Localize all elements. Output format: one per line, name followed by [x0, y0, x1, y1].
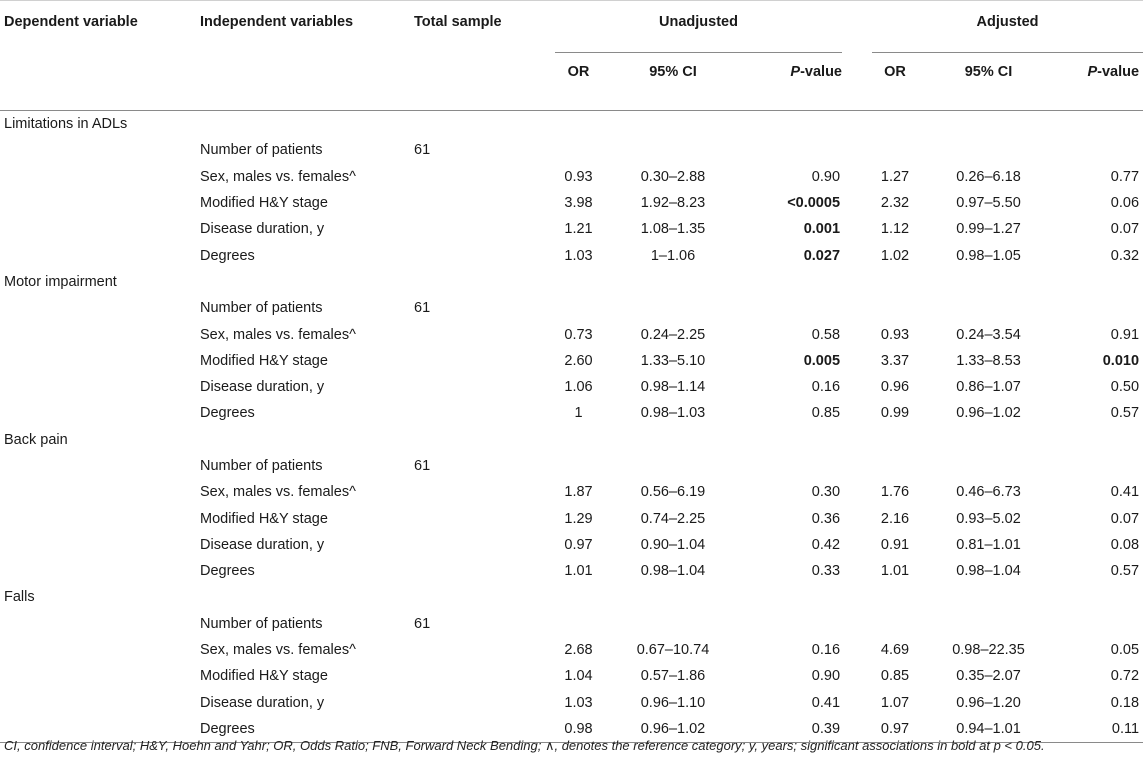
table-row	[0, 242, 1143, 268]
number-of-patients-label: Number of patients	[200, 142, 323, 159]
table-row	[0, 532, 1143, 558]
unadjusted-or: 1.04	[564, 668, 593, 685]
header-adjusted-ci: 95% CI	[964, 64, 1013, 80]
adjusted-ci: 0.98–22.35	[952, 642, 1025, 659]
empty-cell	[412, 505, 555, 531]
adjusted-or: 1.02	[880, 247, 910, 264]
number-of-patients-label: Number of patients	[200, 300, 323, 317]
unadjusted-underline	[555, 52, 842, 53]
header-dependent-variable: Dependent variable	[4, 14, 138, 30]
empty-cell	[872, 269, 918, 295]
unadjusted-ci: 0.24–2.25	[640, 326, 706, 343]
table-row	[0, 479, 1143, 505]
unadjusted-pvalue: 0.90	[811, 668, 841, 685]
adjusted-ci: 0.96–1.20	[956, 694, 1021, 711]
empty-cell	[602, 269, 744, 295]
header-adjusted-pvalue	[1059, 53, 1143, 111]
independent-variable: Sex, males vs. females^	[200, 642, 356, 659]
adjusted-pvalue: 0.010	[1102, 352, 1140, 369]
empty-cell	[744, 269, 842, 295]
unadjusted-or: 1.01	[564, 563, 593, 580]
empty-cell	[918, 584, 1059, 610]
empty-cell	[0, 295, 197, 321]
unadjusted-pvalue: 0.90	[811, 168, 841, 185]
empty-cell	[872, 111, 918, 138]
unadjusted-or: 1.87	[564, 484, 593, 501]
empty-cell	[1059, 137, 1143, 163]
empty-cell	[555, 611, 602, 637]
empty-cell	[555, 295, 602, 321]
independent-variable: Sex, males vs. females^	[200, 168, 356, 185]
empty-cell	[602, 111, 744, 138]
empty-cell	[872, 427, 918, 453]
independent-variable: Degrees	[197, 716, 412, 743]
empty-cell	[842, 532, 872, 558]
empty-cell	[555, 269, 602, 295]
unadjusted-ci: 0.74–2.25	[640, 510, 706, 527]
adjusted-pvalue: 0.41	[1110, 484, 1140, 501]
independent-variable: Disease duration, y	[200, 221, 325, 238]
empty-cell	[744, 137, 842, 163]
table-row	[0, 663, 1143, 689]
table-row	[0, 637, 1143, 663]
dependent-variable-label: Limitations in ADLs	[4, 116, 128, 133]
adjusted-ci: 0.46–6.73	[956, 484, 1021, 501]
empty-cell	[842, 111, 872, 138]
adjusted-pvalue: 0.57	[1110, 563, 1140, 580]
empty-cell	[842, 505, 872, 531]
empty-cell	[842, 242, 872, 268]
empty-cell	[0, 453, 197, 479]
empty-cell	[842, 663, 872, 689]
adjusted-or: 1.12	[880, 221, 910, 238]
independent-variable: Sex, males vs. females^	[200, 326, 356, 343]
dependent-variable-label: Falls	[4, 589, 35, 606]
unadjusted-pvalue: 0.16	[811, 642, 841, 659]
empty-cell	[0, 321, 197, 347]
empty-cell	[602, 295, 744, 321]
empty-cell	[842, 690, 872, 716]
adjusted-or: 0.93	[880, 326, 910, 343]
empty-cell	[744, 584, 842, 610]
empty-cell	[918, 453, 1059, 479]
independent-variable: Disease duration, y	[200, 694, 325, 711]
independent-variable: Modified H&Y stage	[200, 352, 328, 369]
unadjusted-or: 0.73	[564, 326, 593, 343]
adjusted-pvalue: 0.18	[1110, 694, 1140, 711]
empty-cell	[918, 295, 1059, 321]
unadjusted-or: 1.06	[564, 379, 593, 396]
empty-cell	[842, 137, 872, 163]
empty-cell	[872, 295, 918, 321]
unadjusted-pvalue: 0.33	[811, 563, 841, 580]
unadjusted-or: 1.29	[564, 510, 593, 527]
empty-cell	[744, 453, 842, 479]
empty-cell	[842, 374, 872, 400]
number-of-patients-row	[0, 611, 1143, 637]
empty-cell	[602, 611, 744, 637]
adjusted-or: 0.91	[880, 536, 910, 553]
empty-cell	[412, 348, 555, 374]
table-row	[0, 164, 1143, 190]
table-row	[0, 190, 1143, 216]
empty-cell	[412, 321, 555, 347]
adjusted-pvalue: 0.50	[1110, 379, 1140, 396]
header-unadjusted-or: OR	[567, 64, 590, 80]
header-adjusted-or: OR	[884, 64, 906, 80]
empty-cell	[872, 611, 918, 637]
empty-cell	[0, 479, 197, 505]
number-of-patients-label: Number of patients	[200, 458, 323, 474]
adjusted-pvalue: 0.06	[1110, 195, 1140, 212]
unadjusted-pvalue: 0.001	[803, 221, 841, 238]
header-adjusted-label: Adjusted	[976, 14, 1039, 30]
empty-cell	[412, 216, 555, 242]
empty-cell	[412, 479, 555, 505]
empty-cell	[1059, 427, 1143, 453]
adjusted-pvalue: 0.57	[1110, 405, 1140, 422]
empty-cell	[412, 663, 555, 689]
unadjusted-ci: 0.96–1.10	[640, 694, 706, 711]
empty-cell	[1059, 111, 1143, 138]
unadjusted-pvalue: 0.36	[811, 510, 841, 527]
adjusted-or: 1.76	[880, 484, 910, 501]
independent-variable: Modified H&Y stage	[200, 668, 328, 685]
adjusted-pvalue: 0.91	[1110, 326, 1140, 343]
empty-cell	[842, 637, 872, 663]
empty-cell	[842, 584, 872, 610]
empty-cell	[0, 242, 197, 268]
empty-cell	[412, 242, 555, 268]
adjusted-ci: 0.97–5.50	[956, 195, 1021, 212]
empty-cell	[842, 269, 872, 295]
table-row	[0, 505, 1143, 531]
table-row	[0, 348, 1143, 374]
empty-cell	[0, 137, 197, 163]
unadjusted-ci: 0.57–1.86	[640, 668, 706, 685]
independent-variable: Sex, males vs. females^	[200, 484, 356, 501]
adjusted-ci: 1.33–8.53	[956, 352, 1021, 369]
adjusted-pvalue: 0.11	[1059, 716, 1143, 743]
unadjusted-pvalue: 0.85	[811, 405, 841, 422]
adjusted-pvalue: 0.77	[1110, 168, 1140, 185]
empty-cell	[842, 611, 872, 637]
unadjusted-pvalue: 0.58	[811, 326, 841, 343]
unadjusted-pvalue: 0.16	[811, 379, 841, 396]
empty-cell	[918, 611, 1059, 637]
unadjusted-ci: 0.30–2.88	[640, 168, 706, 185]
p-rest: -value	[1097, 64, 1140, 80]
group-row	[0, 269, 1143, 295]
header-adjusted	[872, 1, 1143, 54]
adjusted-ci: 0.24–3.54	[956, 326, 1021, 343]
empty-cell	[0, 374, 197, 400]
adjusted-underline	[872, 52, 1143, 53]
empty-cell	[602, 453, 744, 479]
number-of-patients-label: Number of patients	[200, 615, 323, 632]
empty-cell	[0, 505, 197, 531]
empty-cell	[842, 216, 872, 242]
unadjusted-pvalue: 0.39	[744, 716, 842, 743]
empty-cell	[0, 637, 197, 663]
adjusted-or: 0.85	[880, 668, 910, 685]
empty-cell	[842, 400, 872, 426]
number-of-patients-row	[0, 295, 1143, 321]
empty-cell	[918, 427, 1059, 453]
unadjusted-ci: 1–1.06	[650, 247, 696, 264]
unadjusted-pvalue: 0.42	[811, 536, 841, 553]
empty-cell	[0, 348, 197, 374]
header-independent-variables: Independent variables	[200, 14, 354, 30]
group-row	[0, 584, 1143, 610]
total-sample-value: 61	[414, 300, 431, 317]
unadjusted-or: 0.98	[555, 716, 602, 743]
unadjusted-ci: 0.98–1.03	[640, 405, 706, 422]
independent-variable: Modified H&Y stage	[200, 510, 328, 527]
empty-cell	[0, 532, 197, 558]
unadjusted-or: 2.60	[564, 352, 593, 369]
empty-cell	[555, 137, 602, 163]
empty-cell	[1059, 295, 1143, 321]
adjusted-or: 0.99	[880, 405, 910, 422]
adjusted-or: 0.97	[872, 716, 918, 743]
empty-cell	[555, 111, 602, 138]
unadjusted-pvalue: 0.30	[811, 484, 841, 501]
empty-cell	[1059, 453, 1143, 479]
unadjusted-ci: 0.67–10.74	[636, 642, 710, 659]
empty-cell	[412, 269, 555, 295]
empty-cell	[412, 532, 555, 558]
unadjusted-ci: 0.98–1.14	[640, 379, 706, 396]
empty-cell	[412, 111, 555, 138]
header-unadjusted-pvalue	[744, 53, 842, 111]
adjusted-ci: 0.26–6.18	[956, 168, 1021, 185]
empty-cell	[1059, 611, 1143, 637]
header-spacer	[842, 1, 872, 54]
number-of-patients-row	[0, 137, 1143, 163]
total-sample-value: 61	[414, 615, 431, 632]
table-header	[0, 1, 1143, 111]
footnote: CI, confidence interval; H&Y, Hoehn and Yahr; OR, Odds Ratio; FNB, Forward Neck Bending; ∧, denotes the reference category; y, years; significant associations in bold at p < 0.05.	[4, 738, 1045, 753]
p-rest: -value	[800, 64, 843, 80]
table-row	[0, 321, 1143, 347]
dependent-variable-label: Motor impairment	[4, 273, 117, 290]
empty-cell	[842, 164, 872, 190]
adjusted-or: 1.07	[880, 694, 910, 711]
unadjusted-pvalue: 0.027	[803, 247, 841, 264]
empty-cell	[744, 111, 842, 138]
adjusted-pvalue: 0.07	[1110, 221, 1140, 238]
empty-cell	[1059, 584, 1143, 610]
adjusted-or: 2.16	[880, 510, 910, 527]
total-sample-value: 61	[414, 458, 431, 474]
adjusted-ci: 0.86–1.07	[956, 379, 1021, 396]
unadjusted-ci: 0.98–1.04	[640, 563, 706, 580]
empty-cell	[0, 216, 197, 242]
empty-cell	[412, 584, 555, 610]
unadjusted-or: 1	[574, 405, 583, 422]
empty-cell	[412, 374, 555, 400]
table-row	[0, 690, 1143, 716]
table-row	[0, 558, 1143, 584]
adjusted-pvalue: 0.32	[1110, 247, 1140, 264]
adjusted-or: 1.01	[880, 563, 910, 580]
empty-cell	[842, 558, 872, 584]
p-italic: P	[1087, 64, 1098, 80]
empty-cell	[918, 137, 1059, 163]
independent-variable: Disease duration, y	[200, 379, 325, 396]
adjusted-pvalue: 0.72	[1110, 668, 1140, 685]
unadjusted-pvalue: 0.41	[811, 694, 841, 711]
independent-variable: Degrees	[200, 247, 255, 264]
empty-cell	[842, 295, 872, 321]
empty-cell	[412, 427, 555, 453]
empty-cell	[412, 400, 555, 426]
adjusted-ci: 0.35–2.07	[956, 668, 1021, 685]
number-of-patients-row	[0, 453, 1143, 479]
unadjusted-or: 0.93	[564, 168, 593, 185]
empty-cell	[412, 558, 555, 584]
unadjusted-or: 2.68	[564, 642, 593, 659]
header-unadjusted	[555, 1, 842, 54]
empty-cell	[918, 111, 1059, 138]
independent-variable: Modified H&Y stage	[200, 195, 328, 212]
dependent-variable-label: Back pain	[4, 431, 68, 448]
header-unadjusted-ci: 95% CI	[649, 64, 697, 80]
unadjusted-ci: 1.33–5.10	[640, 352, 706, 369]
adjusted-pvalue: 0.07	[1110, 510, 1140, 527]
unadjusted-or: 1.21	[564, 221, 593, 238]
empty-cell	[744, 427, 842, 453]
adjusted-pvalue: 0.05	[1110, 642, 1140, 659]
adjusted-or: 2.32	[880, 195, 910, 212]
empty-cell	[0, 164, 197, 190]
empty-cell	[412, 164, 555, 190]
table-row	[0, 216, 1143, 242]
empty-cell	[744, 295, 842, 321]
empty-cell	[0, 611, 197, 637]
unadjusted-ci: 1.08–1.35	[640, 221, 706, 238]
table-row	[0, 374, 1143, 400]
independent-variable: Disease duration, y	[200, 536, 325, 553]
group-row	[0, 111, 1143, 138]
empty-cell	[555, 427, 602, 453]
empty-cell	[842, 479, 872, 505]
empty-cell	[0, 690, 197, 716]
empty-cell	[555, 453, 602, 479]
empty-cell	[197, 269, 412, 295]
empty-cell	[0, 190, 197, 216]
empty-cell	[555, 584, 602, 610]
empty-cell	[197, 427, 412, 453]
unadjusted-or: 0.97	[564, 536, 593, 553]
independent-variable: Degrees	[200, 563, 255, 580]
unadjusted-pvalue: 0.005	[803, 352, 841, 369]
group-row	[0, 427, 1143, 453]
empty-cell	[412, 690, 555, 716]
adjusted-pvalue: 0.08	[1110, 536, 1140, 553]
empty-cell	[842, 190, 872, 216]
adjusted-ci: 0.93–5.02	[956, 510, 1021, 527]
empty-cell	[0, 400, 197, 426]
p-italic: P	[790, 64, 801, 80]
adjusted-ci: 0.81–1.01	[956, 536, 1021, 553]
independent-variable: Degrees	[200, 405, 255, 422]
unadjusted-ci: 1.92–8.23	[640, 195, 706, 212]
empty-cell	[412, 190, 555, 216]
adjusted-or: 3.37	[880, 352, 910, 369]
adjusted-ci: 0.96–1.02	[956, 405, 1021, 422]
header-spacer-2	[842, 53, 872, 111]
unadjusted-or: 1.03	[564, 247, 593, 264]
empty-cell	[842, 453, 872, 479]
empty-cell	[412, 637, 555, 663]
unadjusted-ci: 0.56–6.19	[640, 484, 706, 501]
empty-cell	[0, 558, 197, 584]
empty-cell	[842, 321, 872, 347]
empty-cell	[602, 137, 744, 163]
unadjusted-pvalue: <0.0005	[787, 195, 841, 212]
empty-cell	[602, 584, 744, 610]
table-body	[0, 111, 1143, 743]
empty-cell	[842, 348, 872, 374]
empty-cell	[0, 663, 197, 689]
adjusted-ci: 0.98–1.05	[956, 247, 1021, 264]
adjusted-or: 4.69	[880, 642, 910, 659]
total-sample-value: 61	[414, 142, 431, 159]
unadjusted-or: 3.98	[564, 195, 593, 212]
empty-cell	[744, 611, 842, 637]
empty-cell	[197, 584, 412, 610]
adjusted-or: 1.27	[880, 168, 910, 185]
empty-cell	[872, 453, 918, 479]
table-row	[0, 400, 1143, 426]
adjusted-ci: 0.98–1.04	[956, 563, 1021, 580]
empty-cell	[918, 269, 1059, 295]
empty-cell	[842, 427, 872, 453]
adjusted-ci: 0.94–1.01	[918, 716, 1059, 743]
unadjusted-ci: 0.96–1.02	[602, 716, 744, 743]
empty-cell	[1059, 269, 1143, 295]
adjusted-ci: 0.99–1.27	[956, 221, 1021, 238]
adjusted-or: 0.96	[880, 379, 910, 396]
header-unadjusted-label: Unadjusted	[659, 14, 738, 30]
empty-cell	[602, 427, 744, 453]
header-total-sample: Total sample	[414, 14, 502, 30]
unadjusted-ci: 0.90–1.04	[640, 536, 706, 553]
empty-cell	[872, 137, 918, 163]
unadjusted-or: 1.03	[564, 694, 593, 711]
empty-cell	[872, 584, 918, 610]
empty-cell	[197, 111, 412, 138]
